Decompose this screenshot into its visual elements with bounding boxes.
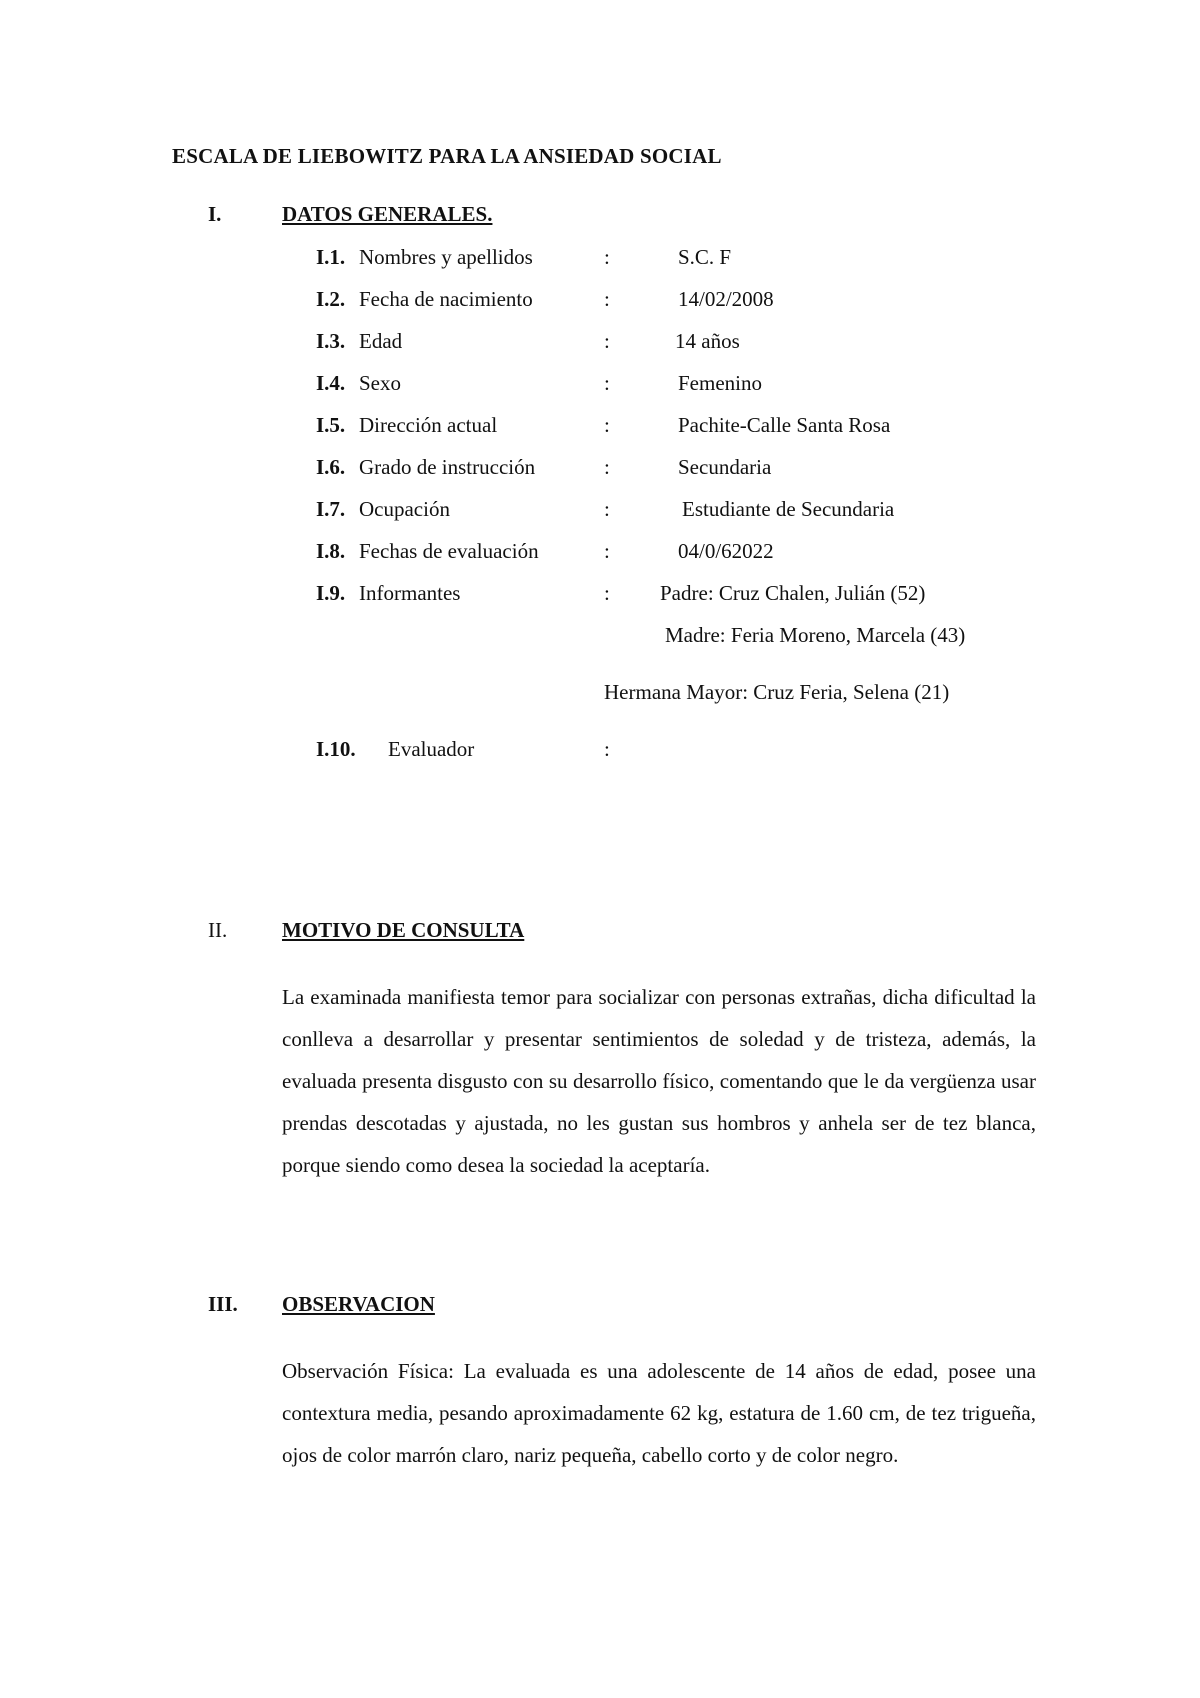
field-number: I.2. — [316, 287, 346, 311]
section-2-number: II. — [208, 918, 228, 942]
section-1-number: I. — [208, 202, 222, 226]
field-row-education — [316, 455, 1116, 485]
informant-mother: Madre: Feria Moreno, Marcela (43) — [665, 623, 966, 647]
field-row-birthdate — [316, 287, 1116, 317]
field-label: Informantes — [359, 581, 461, 605]
field-row-informants — [316, 581, 1116, 611]
section-1-heading: DATOS GENERALES. — [282, 202, 493, 226]
field-label: Grado de instrucción — [359, 455, 536, 479]
field-label: Fecha de nacimiento — [359, 287, 533, 311]
field-number: I.7. — [316, 497, 346, 521]
section-2-heading: MOTIVO DE CONSULTA — [282, 918, 525, 942]
field-value: Padre: Cruz Chalen, Julián (52) — [660, 581, 926, 605]
field-colon: : — [604, 245, 610, 269]
field-colon: : — [604, 455, 610, 479]
field-value: 14 años — [675, 329, 740, 353]
section-3-number: III. — [208, 1292, 238, 1316]
field-row-occupation — [316, 497, 1116, 527]
field-row-evaluator — [316, 737, 1116, 767]
informant-sister: Hermana Mayor: Cruz Feria, Selena (21) — [604, 680, 950, 704]
section-2-paragraph: La examinada manifiesta temor para socializar con personas extrañas, dicha dificultad la conlleva a desarrollar y presentar sentimientos de soledad y de tristeza, además, la evaluada presenta disgusto con su desarrollo físico, comentando que le da vergüenza usar prendas descotadas y ajustada, no les gustan sus hombros y anhela ser de tez blanca, porque siendo como desea la sociedad la aceptaría. — [282, 985, 1036, 1177]
field-value: Femenino — [678, 371, 762, 395]
field-label: Fechas de evaluación — [359, 539, 539, 563]
field-label: Dirección actual — [359, 413, 498, 437]
field-number: I.4. — [316, 371, 346, 395]
field-label: Sexo — [359, 371, 401, 395]
field-value: S.C. F — [678, 245, 732, 269]
field-number: I.1. — [316, 245, 346, 269]
field-colon: : — [604, 497, 610, 521]
field-colon: : — [604, 737, 610, 761]
field-colon: : — [604, 539, 610, 563]
field-colon: : — [604, 413, 610, 437]
document-title: ESCALA DE LIEBOWITZ PARA LA ANSIEDAD SOCIAL — [172, 144, 722, 168]
field-colon: : — [604, 329, 610, 353]
field-colon: : — [604, 581, 610, 605]
field-label: Ocupación — [359, 497, 450, 521]
field-row-age — [316, 329, 1116, 359]
field-number: I.5. — [316, 413, 346, 437]
field-row-sex — [316, 371, 1116, 401]
field-colon: : — [604, 371, 610, 395]
field-value: Secundaria — [678, 455, 772, 479]
field-label: Edad — [359, 329, 403, 353]
field-label: Evaluador — [388, 737, 475, 761]
field-number: I.3. — [316, 329, 346, 353]
section-3-paragraph: Observación Física: La evaluada es una adolescente de 14 años de edad, posee una contextura media, pesando aproximadamente 62 kg, estatura de 1.60 cm, de tez trigueña, ojos de color marrón claro, nariz pequeña, cabello corto y de color negro. — [282, 1359, 1036, 1467]
field-value: Pachite-Calle Santa Rosa — [678, 413, 891, 437]
field-row-names — [316, 245, 1116, 275]
field-row-address — [316, 413, 1116, 443]
field-number: I.9. — [316, 581, 346, 605]
field-value: 14/02/2008 — [678, 287, 774, 311]
field-number: I.10. — [316, 737, 356, 761]
field-value: Estudiante de Secundaria — [682, 497, 895, 521]
field-number: I.6. — [316, 455, 346, 479]
field-row-evaluation-dates — [316, 539, 1116, 569]
section-3-heading: OBSERVACION — [282, 1292, 435, 1316]
field-label: Nombres y apellidos — [359, 245, 533, 269]
field-colon: : — [604, 287, 610, 311]
field-value: 04/0/62022 — [678, 539, 774, 563]
field-number: I.8. — [316, 539, 346, 563]
